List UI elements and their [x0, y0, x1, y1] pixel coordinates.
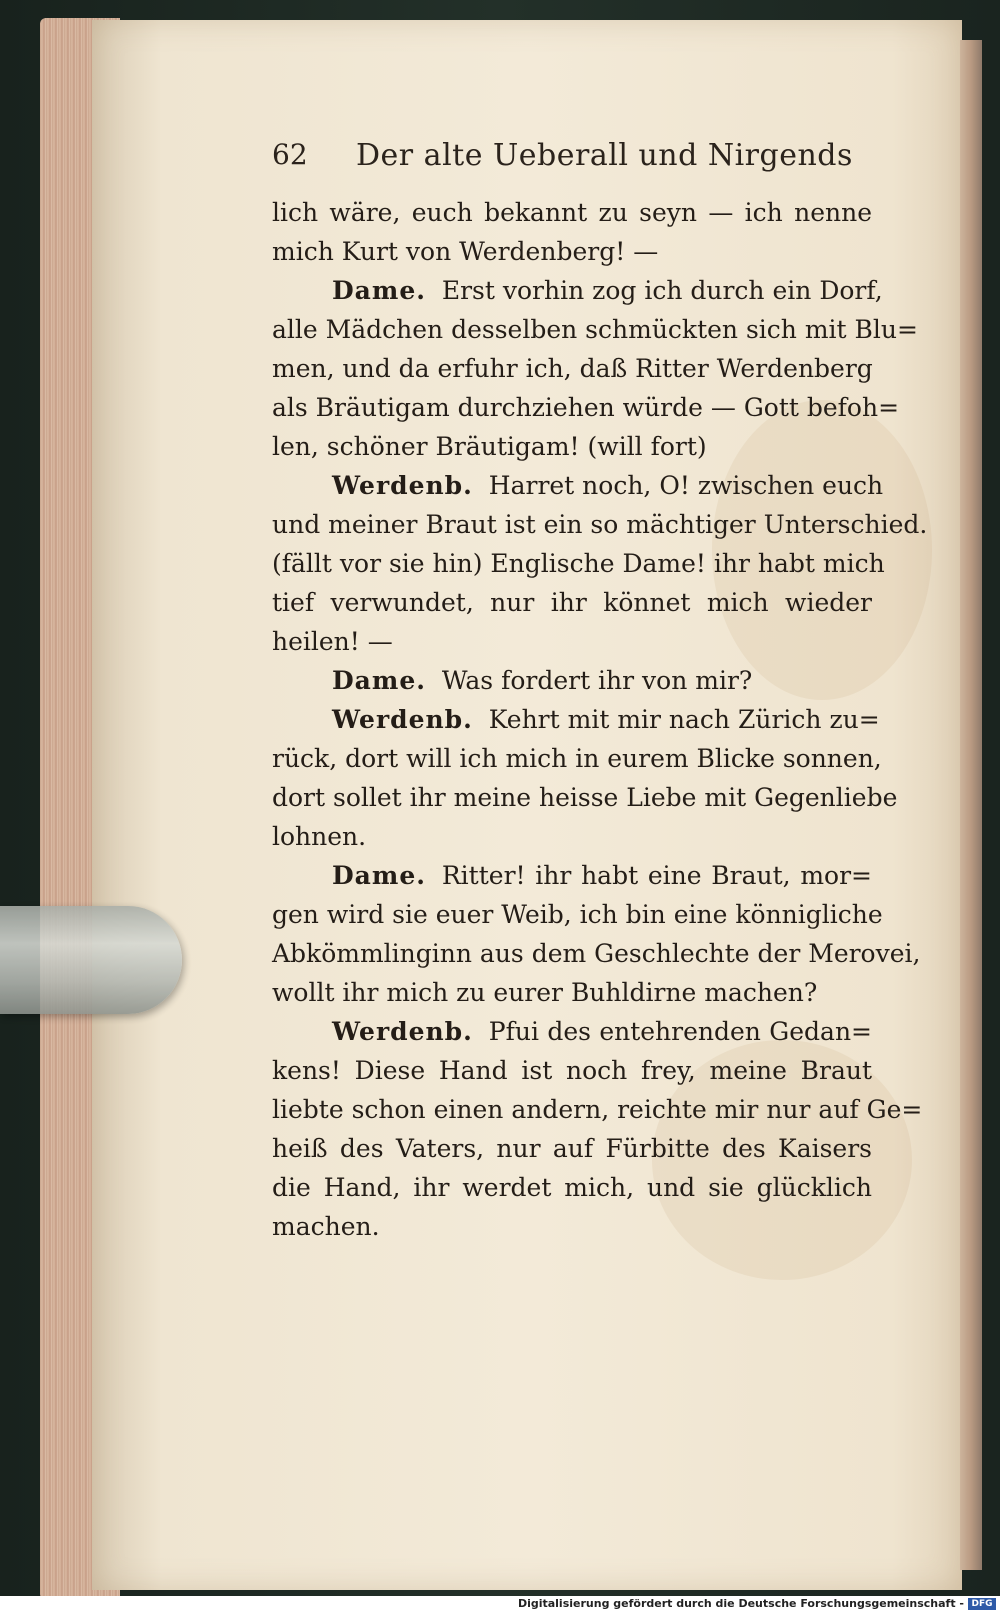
text-line	[272, 1134, 872, 1173]
text-line	[272, 627, 872, 666]
running-title: Der alte Ueberall und Nirgends	[356, 138, 853, 173]
line-text: tief verwundet, nur ihr könnet mich wieder	[272, 588, 872, 617]
text-line	[272, 705, 880, 744]
text-line	[272, 861, 872, 900]
line-text: Pfui des entehrenden Gedan=	[488, 1017, 872, 1046]
page-holder-tab	[0, 906, 182, 1014]
speaker-name: Werdenb.	[332, 705, 473, 734]
line-text: wollt ihr mich zu eurer Buhldirne machen?	[272, 978, 818, 1007]
page-header	[272, 138, 872, 178]
speaker-name: Werdenb.	[332, 471, 473, 500]
text-line	[272, 315, 918, 354]
line-text: und meiner Braut ist ein so mächtiger Unterschied.	[272, 510, 928, 539]
text-line	[272, 744, 882, 783]
line-text: heiß des Vaters, nur auf Fürbitte des Kaisers	[272, 1134, 872, 1163]
line-text: (fällt vor sie hin) Englische Dame! ihr habt mich	[272, 549, 885, 578]
line-text: men, und da erfuhr ich, daß Ritter Werdenberg	[272, 354, 873, 383]
line-text: dort sollet ihr meine heisse Liebe mit Gegenliebe	[272, 783, 898, 812]
text-line	[272, 1017, 872, 1056]
line-text: gen wird sie euer Weib, ich bin eine könnigliche	[272, 900, 883, 929]
text-line	[272, 783, 898, 822]
text-line	[272, 549, 885, 588]
text-line	[272, 510, 928, 549]
line-text: Ritter! ihr habt eine Braut, mor=	[441, 861, 872, 890]
text-line	[272, 432, 872, 471]
text-line	[272, 471, 884, 510]
text-line	[272, 393, 900, 432]
body-text	[272, 198, 928, 1251]
line-text: kens! Diese Hand ist noch frey, meine Braut	[272, 1056, 872, 1085]
text-line	[272, 900, 883, 939]
speaker-name: Dame.	[332, 666, 426, 695]
line-text: Was fordert ihr von mir?	[441, 666, 753, 695]
next-page-edge	[960, 40, 982, 1570]
line-text: len, schöner Bräutigam! (will fort)	[272, 432, 707, 461]
line-text: mich Kurt von Werdenberg! —	[272, 237, 659, 266]
line-text: Abkömmlinginn aus dem Geschlechte der Merovei,	[272, 939, 921, 968]
text-line	[272, 978, 872, 1017]
text-line	[272, 822, 872, 861]
footer-credit: Digitalisierung gefördert durch die Deutsche Forschungsgemeinschaft -	[517, 1597, 964, 1610]
text-line	[272, 939, 921, 978]
line-text: liebte schon einen andern, reichte mir nur auf Ge=	[272, 1095, 923, 1124]
line-text: Kehrt mit mir nach Zürich zu=	[488, 705, 880, 734]
line-text: lohnen.	[272, 822, 367, 851]
text-line	[272, 1173, 872, 1212]
speaker-name: Dame.	[332, 276, 426, 305]
line-text: alle Mädchen desselben schmückten sich mit Blu=	[272, 315, 918, 344]
text-line	[272, 1056, 872, 1095]
line-text: als Bräutigam durchziehen würde — Gott befoh=	[272, 393, 900, 422]
text-line	[272, 1212, 872, 1251]
line-text: die Hand, ihr werdet mich, und sie glücklich	[272, 1173, 872, 1202]
speaker-name: Werdenb.	[332, 1017, 473, 1046]
text-line	[272, 588, 872, 627]
text-line	[272, 354, 872, 393]
line-text: rück, dort will ich mich in eurem Blicke sonnen,	[272, 744, 882, 773]
line-text: heilen! —	[272, 627, 393, 656]
text-line	[272, 276, 883, 315]
text-line	[272, 237, 872, 276]
text-line	[272, 198, 872, 237]
line-text: lich wäre, euch bekannt zu seyn — ich nenne	[272, 198, 872, 227]
line-text: machen.	[272, 1212, 380, 1241]
page-number: 62	[272, 138, 308, 171]
line-text: Harret noch, O! zwischen euch	[488, 471, 884, 500]
dfg-logo: DFG	[968, 1598, 996, 1610]
speaker-name: Dame.	[332, 861, 426, 890]
line-text: Erst vorhin zog ich durch ein Dorf,	[441, 276, 883, 305]
text-line	[272, 1095, 923, 1134]
text-line	[272, 666, 872, 705]
